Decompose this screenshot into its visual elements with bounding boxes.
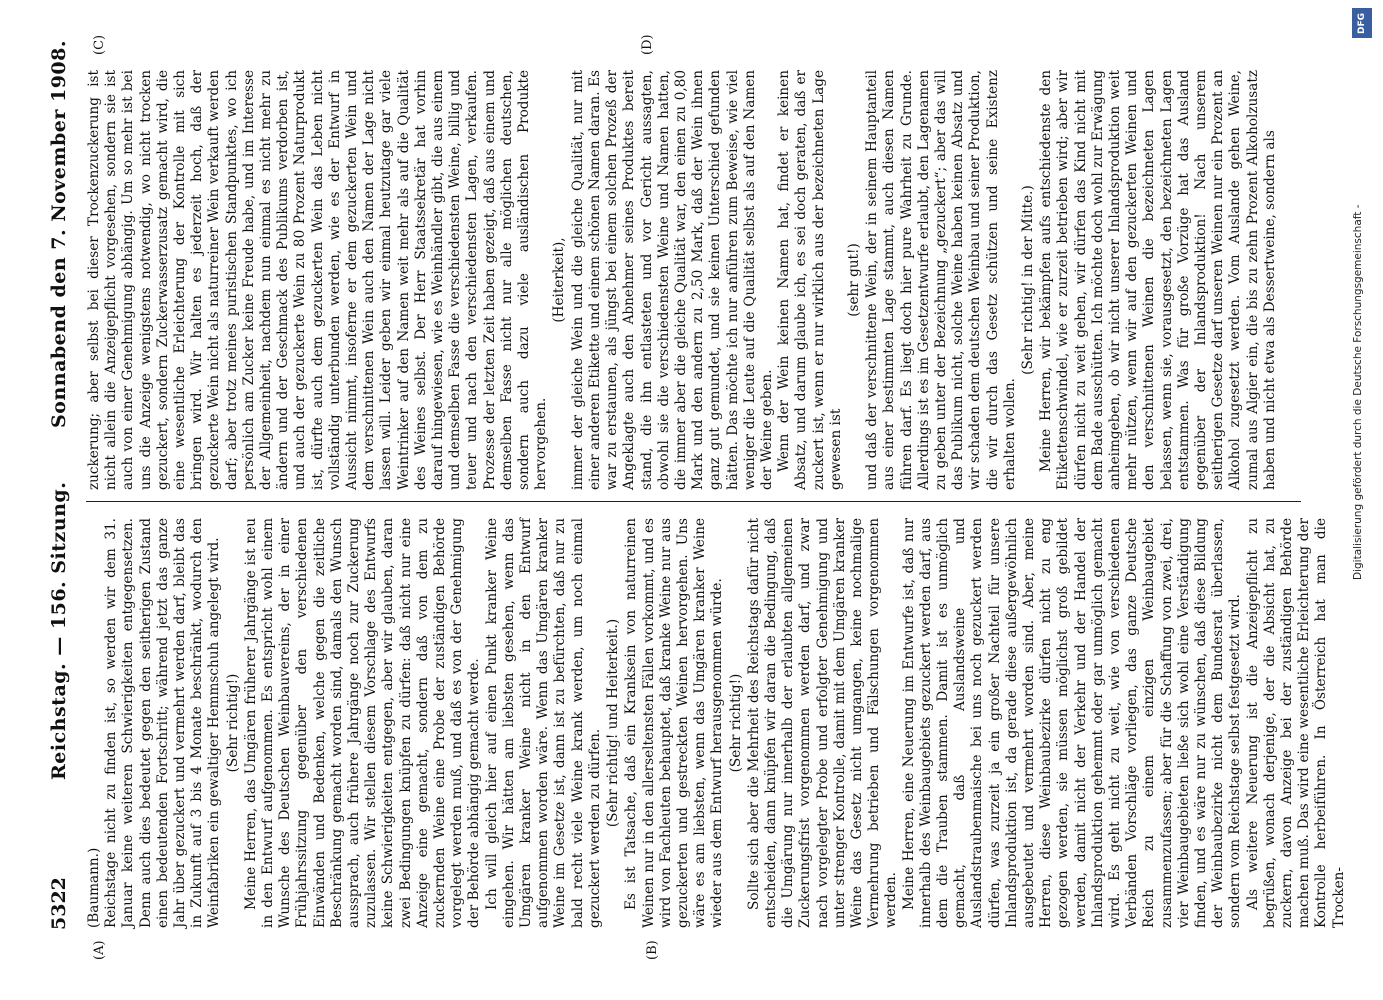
margin-marker-b: (B) — [645, 940, 660, 960]
page-header — [48, 40, 78, 930]
page-number: 5322 — [48, 877, 70, 930]
column-divider — [86, 501, 1301, 502]
interjection: (Sehr richtig!) — [727, 673, 744, 773]
paragraph: Meine Herren, wir bekämpfen aufs entschiedenste den Etikettenschwindel, wie er zurzeit betrieben wird; aber wir dürfen nicht zu weit gehen, wir dürfen das Kind nicht mit dem Bade ausschütten. Ich möchte doch wohl zur Erwägung anheimgeben, ob wir nicht unserer Inlandsproduktion weit mehr nützen, wenn wir auf den gezuckerten Weinen und den verschnittenen Weinen die bezeichneten Lagen belassen, wenn sie, vorausgesetzt, den bezeichneten Lagen entstammen. Was für große Vorzüge hat das Ausland gegenüber der Inlandsproduktion! Nach unserem seitherigen Gesetze darf unseren Weinen nur ein Prozent an Alkohol zugesetzt werden. Vom Auslande gehen Weine, zumal aus Algier ein, die bis zu zehn Prozent Alkoholzusatz haben und nicht etwa als Dessertweine, sondern als — [1038, 70, 1278, 490]
interjection: (Sehr richtig! und Heiterkeit.) — [605, 618, 622, 828]
paragraph: Wenn der Wein keinen Namen hat, findet er keinen Absatz, und darum glaube ich, es sei doch geraten, daß er zuckert ist, wenn er nur wirklich aus der bezeichneten Lage gewesen ist — [776, 70, 844, 490]
digitization-credit — [1351, 8, 1373, 992]
credit-text: Digitalisierung gefördert durch die Deutsche Forschungsgemeinschaft - — [1352, 204, 1364, 580]
paragraph: Als weitere Neuerung ist die Anzeigepflicht zu begrüßen, wonach derjenige, der die Absicht hat, zu zuckern, davon Anzeige bei der zuständigen Behörde machen muß. Das wird eine wesentliche Erleichterung der Kontrolle herbeiführen. In Österreich hat man die Trocken- — [1244, 518, 1347, 928]
session-title: Reichstag. — 156. Sitzung. — [48, 481, 70, 780]
paragraph: Ich will gleich hier auf einen Punkt kranker Weine eingehen. Wir hätten am liebsten gesehen, wenn das Umgären kranker Weine nicht in den Entwurf aufgenommen worden wäre. Wenn das Umgären kranker Weine im Gesetze ist, dann ist zu befürchten, daß nur zu bald recht viele Weine krank werden, um noch einmal gezuckert werden zu dürfen. — [483, 518, 603, 928]
speaker-label: (Baumann.) — [86, 847, 102, 928]
paragraph: Es ist Tatsache, daß ein Kranksein von naturreinen Weinen nur in den allerseltensten Fällen vorkommt, und es wird von Fachleuten behauptet, daß kranke Weine nur aus gezuckerten und gestreckten Weinen hervorgehen. Uns wäre es am liebsten, wenn das Umgären kranker Weine wieder aus dem Entwurf herausgenommen würde. — [623, 518, 726, 928]
paragraph: Meine Herren, das Umgären früherer Jahrgänge ist neu in den Entwurf aufgenommen. Es entspricht wohl einem Wunsche des Deutschen Weinbauvereins, der in einer Frühjahrssitzung gegenüber den verschiedenen Einwänden und Bedenken, welche gegen die zeitliche Beschränkung gemacht worden sind, damals den Wunsch aussprach, auch frühere Jahrgänge noch zur Zuckerung zuzulassen. Wir stellen diesem Vorschlage des Entwurfs keine Schwierigkeiten entgegen, aber wir glauben, daran zwei Bedingungen knüpfen zu dürfen: daß nicht nur eine Anzeige eine gemacht, sondern daß von dem zu zuckernden Weine eine Probe der zuständigen Behörde vorgelegt werden muß, und daß es von der Genehmigung der Behörde abhängig gemacht werde. — [242, 518, 483, 928]
paragraph: und daß der verschnittene Wein, der in seinem Hauptanteil aus einer bestimmten Lage stammt, auch diesen Namen führen darf. Es liegt doch hier pure Wahrheit zu Grunde. Allerdings ist es im Gesetzentwurfe erlaubt, den Lagenamen zu geben unter der Bezeichnung „gezuckert“; aber das will das Publikum nicht, solche Weine haben keinen Absatz und wir schaden dem deutschen Weinbau und seiner Produktion, die wir durch das Gesetz schützen und seine Existenz erhalten wollen. — [864, 70, 1018, 490]
paragraph: immer der gleiche Wein und die gleiche Qualität, nur mit einer anderen Etikette und einem schönen Namen daran. Es war zu erstaunen, als jüngst bei einem solchen Prozeß der Angeklagte auch den Abnehmer seines Produktes bereit stand, die ihn entlasteten und vor Gericht aussagten, obwohl sie die verschiedensten Weine und Namen hatten, die immer aber die gleiche Qualität war, den einen zu 0,80 Mark und den andern zu 2,50 Mark, daß der Wein ihnen ganz gut gemundet, und sie keinen Unterschied gefunden hätten. Das möchte ich nur anführen zum Beweise, wie viel weniger die Leute auf die Qualität selbst als auf den Namen der Weine geben. — [569, 70, 775, 490]
interjection: (Sehr richtig! in der Mitte.) — [1019, 185, 1036, 375]
left-text-column — [86, 518, 1347, 928]
interjection: (sehr gut!) — [845, 243, 862, 317]
session-date: Sonnabend den 7. November 1908. — [48, 40, 70, 428]
margin-marker-c: (C) — [92, 34, 107, 55]
paragraph: Meine Herren, eine Neuerung im Entwurfe ist, daß nur innerhalb des Weinbaugebiets gezuckert werden darf, aus dem die Trauben stammen. Damit ist es unmöglich gemacht, daß Auslandsweine und Auslandstraubenmaische bei uns noch gezuckert werden dürfen, was zurzeit ja ein großer Nachteil für unsere Inlandsproduktion ist, da gerade diese außergewöhnlich ausgebeutet und vermehrt worden sind. Aber, meine Herren, diese Weinbaubezirke dürfen nicht zu eng gezogen werden, sie müssen möglichst groß gebildet werden, damit nicht der Verkehr und der Handel der Inlandsproduktion gehemmt oder gar unmöglich gemacht wird. Es geht nicht zu weit, wie von verschiedenen Verbänden Vorschläge vorliegen, das ganze Deutsche Reich zu einem einzigen Weinbaugebiet zusammenzufassen; aber für die Schaffung von zwei, drei, vier Weinbaugebieten ließe sich wohl eine Verständigung finden, und es wäre nur zu wünschen, daß diese Bildung der Weinbaubezirke nicht dem Bundesrat überlassen, sondern vom Reichstage selbst festgesetzt wird. — [900, 518, 1244, 928]
margin-marker-d: (D) — [640, 34, 655, 55]
paragraph: Reichstage nicht zu finden ist, so werden wir dem 31. Januar keine weiteren Schwierigkeiten entgegensetzen. Denn auch dies bedeutet gegen den seitherigen Zustand einen bedeutenden Fortschritt; während jetzt das ganze Jahr über gezuckert und vermehrt werden darf, bleibt das in Zukunft auf 3 bis 4 Monate beschränkt, wodurch den Weinfabriken ein gewaltiger Hemmschuh angelegt wird. — [103, 518, 223, 928]
dfg-logo: DFG — [1352, 8, 1372, 38]
right-text-column — [86, 70, 1301, 490]
paragraph: Sollte sich aber die Mehrheit des Reichstags dafür nicht entscheiden, dann knüpfen wir daran die Bedingung, daß die Umgärung nur innerhalb der erlaubten allgemeinen Zuckerungsfrist vorgenommen werden darf, und zwar nach vorgelegter Probe und erfolgter Genehmigung und unter strenger Kontrolle, damit mit dem Umgären kranker Weine das Gesetz nicht umgangen, keine nochmalige Vermehrung betrieben und Fälschungen vorgenommen werden. — [745, 518, 900, 928]
interjection: (Heiterkeit), — [551, 237, 568, 323]
margin-marker-a: (A) — [92, 940, 107, 960]
interjection: (Sehr richtig!) — [224, 673, 241, 773]
paragraph: zuckerung; aber selbst bei dieser Trockenzuckerung ist nicht allein die Anzeigepflicht vorgesehen, sondern sie ist auch von einer Genehmigung abhängig. Um so mehr ist bei uns die Anzeige wenigstens notwendig, wo nicht trocken gezuckert, sondern Zuckerwasserzusatz gemacht wird, die eine wesentliche Erleichterung der Kontrolle mit sich bringen wird. Wir halten es jederzeit hoch, daß der gezuckerte Wein nicht als naturreiner Wein verkauft werden darf; aber trotz meines puristischen Standpunktes, wo ich persönlich am Zucker keine Freude habe, und im Interesse der Allgemeinheit, nachdem nun einmal es nicht mehr zu ändern und der Geschmack des Publikums verdorben ist, und auch der gezuckerte Wein zu 80 Prozent Naturprodukt ist, dürfte auch dem gezuckerten Wein das Leben nicht vollständig unterbunden werden, wie es der Entwurf in Aussicht nimmt, insoferne er dem gezuckerten Wein und dem verschnittenen Wein auch den Namen der Lage nicht lassen will. Leider geben wir einmal heutzutage gar viele Weintrinker auf den Namen weit mehr als auf die Qualität des Weines selbst. Der Herr Staatssekretär hat vorhin darauf hingewiesen, wie es Weinhändler gibt, die aus einem und demselben Fasse die verschiedensten Weine, billig und teuer und nach den verschiedensten Lagen, verkaufen. Prozesse der letzten Zeit haben gezeigt, daß aus einem und demselben Fasse nicht nur alle möglichen deutschen, sondern auch dazu viele ausländischen Produkte hervorgehen. — [86, 70, 550, 490]
